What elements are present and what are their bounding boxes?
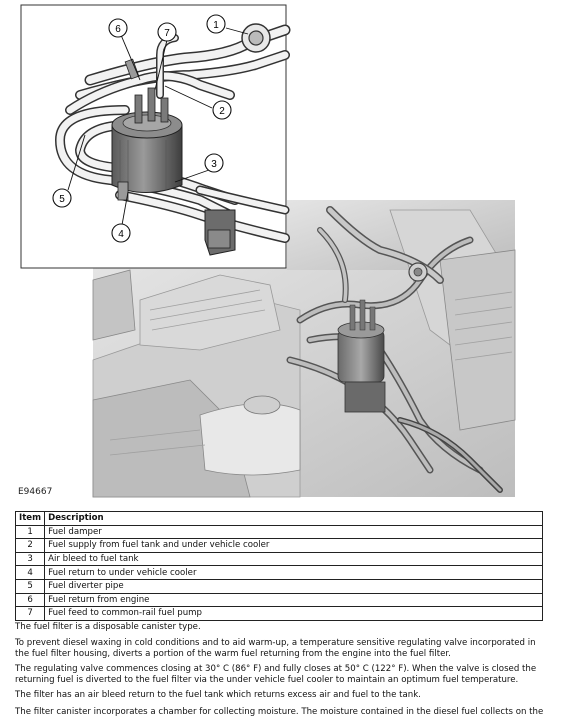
item-description-table bbox=[15, 511, 543, 621]
table-row bbox=[16, 539, 543, 553]
item-number: 5 bbox=[16, 579, 45, 593]
table-row bbox=[16, 566, 543, 580]
paragraph-regulating-valve: To prevent diesel waxing in cold conditions and to aid warm-up, a temperature sensitive regulating valve incorporated in the fuel filter housing, diverts a portion of the warm fuel returning from the engine into the fuel filter. bbox=[15, 638, 536, 659]
table-row bbox=[16, 593, 543, 607]
paragraph-filter-type: The fuel filter is a disposable canister type. bbox=[15, 622, 201, 632]
paragraph-valve-temperature: The regulating valve commences closing at 30° C (86° F) and fully closes at 50° C (122° F). When the valve is closed the returning fuel is diverted to the fuel filter via the under vehicle fuel cooler to maintain an optimum fuel temperature. bbox=[15, 664, 537, 685]
item-description: Fuel supply from fuel tank and under vehicle cooler bbox=[45, 539, 543, 553]
table-header-row bbox=[16, 512, 543, 526]
detail-inset bbox=[21, 5, 286, 268]
item-description: Fuel feed to common-rail fuel pump bbox=[45, 607, 543, 621]
callout-6-number: 6 bbox=[115, 24, 121, 35]
item-number: 3 bbox=[16, 552, 45, 566]
callout-4 bbox=[112, 224, 130, 242]
table-row bbox=[16, 607, 543, 621]
table-row bbox=[16, 579, 543, 593]
description-column-header: Description bbox=[45, 512, 543, 526]
item-description: Fuel return to under vehicle cooler bbox=[45, 566, 543, 580]
callout-5-number: 5 bbox=[59, 194, 65, 205]
paragraph-air-bleed: The filter has an air bleed return to the fuel tank which returns excess air and fuel to the tank. bbox=[15, 690, 421, 700]
callout-1 bbox=[207, 15, 225, 33]
item-number: 2 bbox=[16, 539, 45, 553]
callout-3 bbox=[205, 154, 223, 172]
item-number: 7 bbox=[16, 607, 45, 621]
item-number: 4 bbox=[16, 566, 45, 580]
callout-4-number: 4 bbox=[118, 229, 124, 240]
figure-code: E94667 bbox=[18, 487, 53, 497]
table-row bbox=[16, 525, 543, 539]
item-column-header: Item bbox=[16, 512, 45, 526]
callout-3-number: 3 bbox=[211, 159, 217, 170]
table-row bbox=[16, 552, 543, 566]
item-description: Air bleed to fuel tank bbox=[45, 552, 543, 566]
callout-7 bbox=[158, 23, 176, 41]
item-description: Fuel return from engine bbox=[45, 593, 543, 607]
callout-1-number: 1 bbox=[213, 20, 219, 31]
callout-5 bbox=[53, 189, 71, 207]
callout-2-number: 2 bbox=[219, 106, 225, 117]
callout-7-number: 7 bbox=[164, 28, 170, 39]
callout-2 bbox=[213, 101, 231, 119]
callout-6 bbox=[109, 19, 127, 37]
item-description: Fuel damper bbox=[45, 525, 543, 539]
item-number: 6 bbox=[16, 593, 45, 607]
item-number: 1 bbox=[16, 525, 45, 539]
item-description: Fuel diverter pipe bbox=[45, 579, 543, 593]
paragraph-moisture-chamber: The filter canister incorporates a chamber for collecting moisture. The moisture contained in the diesel fuel collects on the bbox=[15, 707, 544, 717]
